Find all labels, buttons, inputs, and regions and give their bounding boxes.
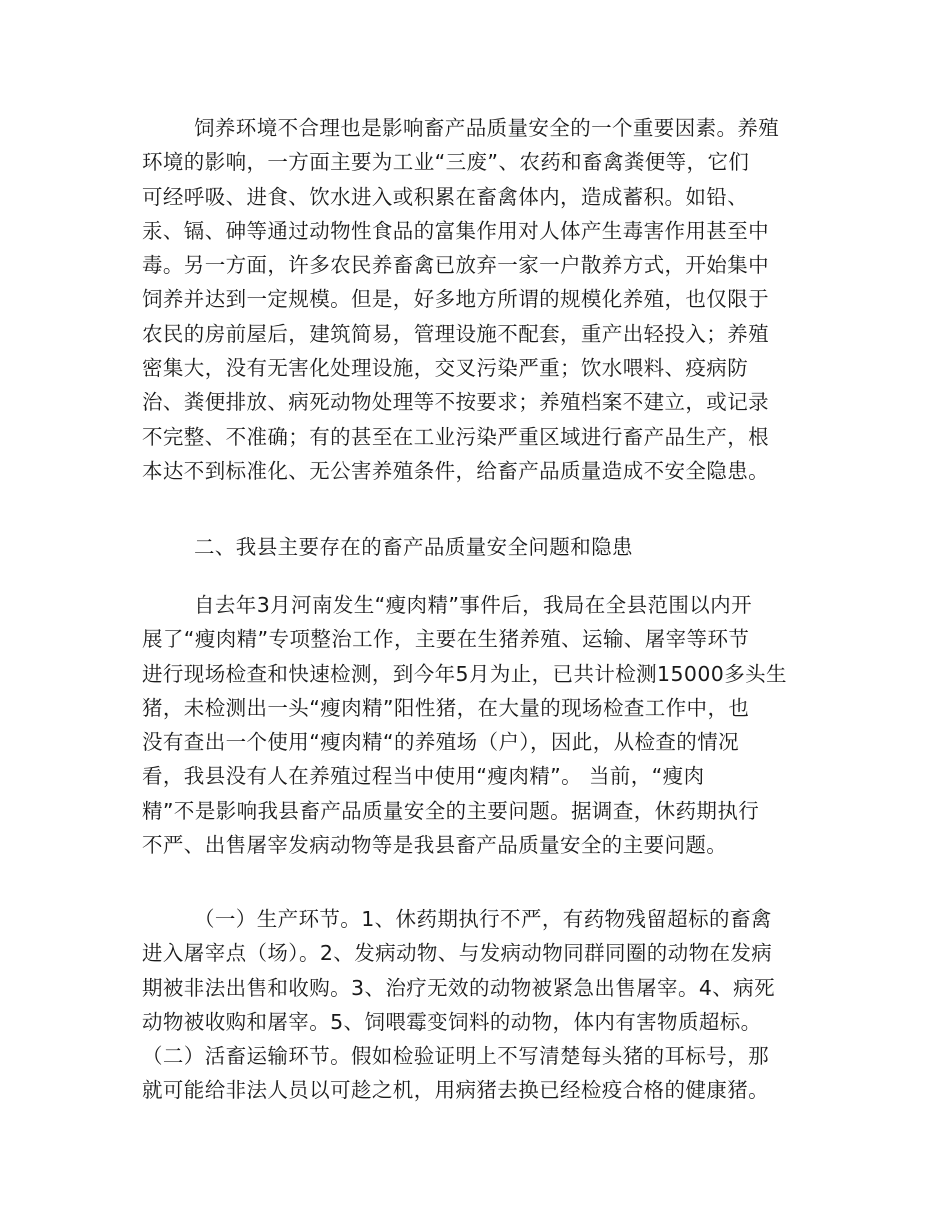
text-line: 汞、镉、砷等通过动物性食品的富集作用对人体产生毒害作用甚至中 bbox=[142, 218, 769, 243]
text-line: 环境的影响，一方面主要为工业“三废”、农药和畜禽粪便等，它们 bbox=[142, 150, 750, 175]
text-line: 没有查出一个使用“瘦肉精“的养殖场（户），因此，从检查的情况 bbox=[142, 730, 739, 755]
text-line: 期被非法出售和收购。3、治疗无效的动物被紧急出售屠宰。4、病死 bbox=[142, 975, 775, 1000]
text-line: 自去年3月河南发生“瘦肉精”事件后，我局在全县范围以内开 bbox=[194, 593, 752, 617]
text-line: 饲养并达到一定规模。但是，好多地方所谓的规模化养殖，也仅限于 bbox=[142, 287, 769, 312]
text-line: 可经呼吸、进食、饮水进入或积累在畜禽体内，造成蓄积。如铅、 bbox=[142, 184, 749, 209]
paragraph-feeding-environment bbox=[142, 111, 822, 488]
text-line: 展了“瘦肉精”专项整治工作，主要在生猪养殖、运输、屠宰等环节 bbox=[142, 627, 750, 652]
section-heading bbox=[142, 530, 822, 564]
text-line: 本达不到标准化、无公害养殖条件，给畜产品质量造成不安全隐患。 bbox=[142, 458, 769, 483]
text-line: 进入屠宰点（场）。2、发病动物、与发病动物同群同圈的动物在发病 bbox=[142, 941, 773, 966]
text-line: 饲养环境不合理也是影响畜产品质量安全的一个重要因素。养殖 bbox=[194, 116, 780, 140]
text-line: 不严、出售屠宰发病动物等是我县畜产品质量安全的主要问题。 bbox=[142, 833, 728, 858]
text-line: 精”不是影响我县畜产品质量安全的主要问题。据调查，休药期执行 bbox=[142, 798, 760, 823]
text-line: 密集大，没有无害化处理设施，交叉污染严重；饮水喂料、疫病防 bbox=[142, 356, 749, 381]
text-line: （一）生产环节。1、休药期执行不严，有药物残留超标的畜禽 bbox=[194, 907, 772, 931]
text-line: 治、粪便排放、病死动物处理等不按要求；养殖档案不建立，或记录 bbox=[142, 390, 769, 415]
text-line: 看，我县没有人在养殖过程当中使用“瘦肉精”。 当前，“瘦肉 bbox=[142, 764, 705, 789]
text-line: 猪，未检测出一头“瘦肉精”阳性猪，在大量的现场检查工作中，也 bbox=[142, 695, 750, 720]
heading-line: 二、我县主要存在的畜产品质量安全问题和隐患 bbox=[194, 535, 633, 559]
text-line: （二）活畜运输环节。假如检验证明上不写清楚每头猪的耳标号，那 bbox=[142, 1044, 769, 1069]
text-line: 动物被收购和屠宰。5、饲喂霉变饲料的动物，体内有害物质超标。 bbox=[142, 1009, 762, 1034]
text-line: 就可能给非法人员以可趁之机，用病猪去换已经检疫合格的健康猪。 bbox=[142, 1078, 769, 1103]
text-line: 进行现场检查和快速检测，到今年5月为止，已共计检测15000多头生 bbox=[142, 661, 787, 686]
text-line: 不完整、不准确；有的甚至在工业污染严重区域进行畜产品生产，根 bbox=[142, 424, 769, 449]
text-line: 农民的房前屋后，建筑简易，管理设施不配套，重产出轻投入；养殖 bbox=[142, 321, 769, 346]
paragraph-production-transport bbox=[142, 902, 822, 1108]
paragraph-clenbuterol-inspection bbox=[142, 588, 822, 862]
text-line: 毒。另一方面，许多农民养畜禽已放弃一家一户散养方式，开始集中 bbox=[142, 253, 769, 278]
